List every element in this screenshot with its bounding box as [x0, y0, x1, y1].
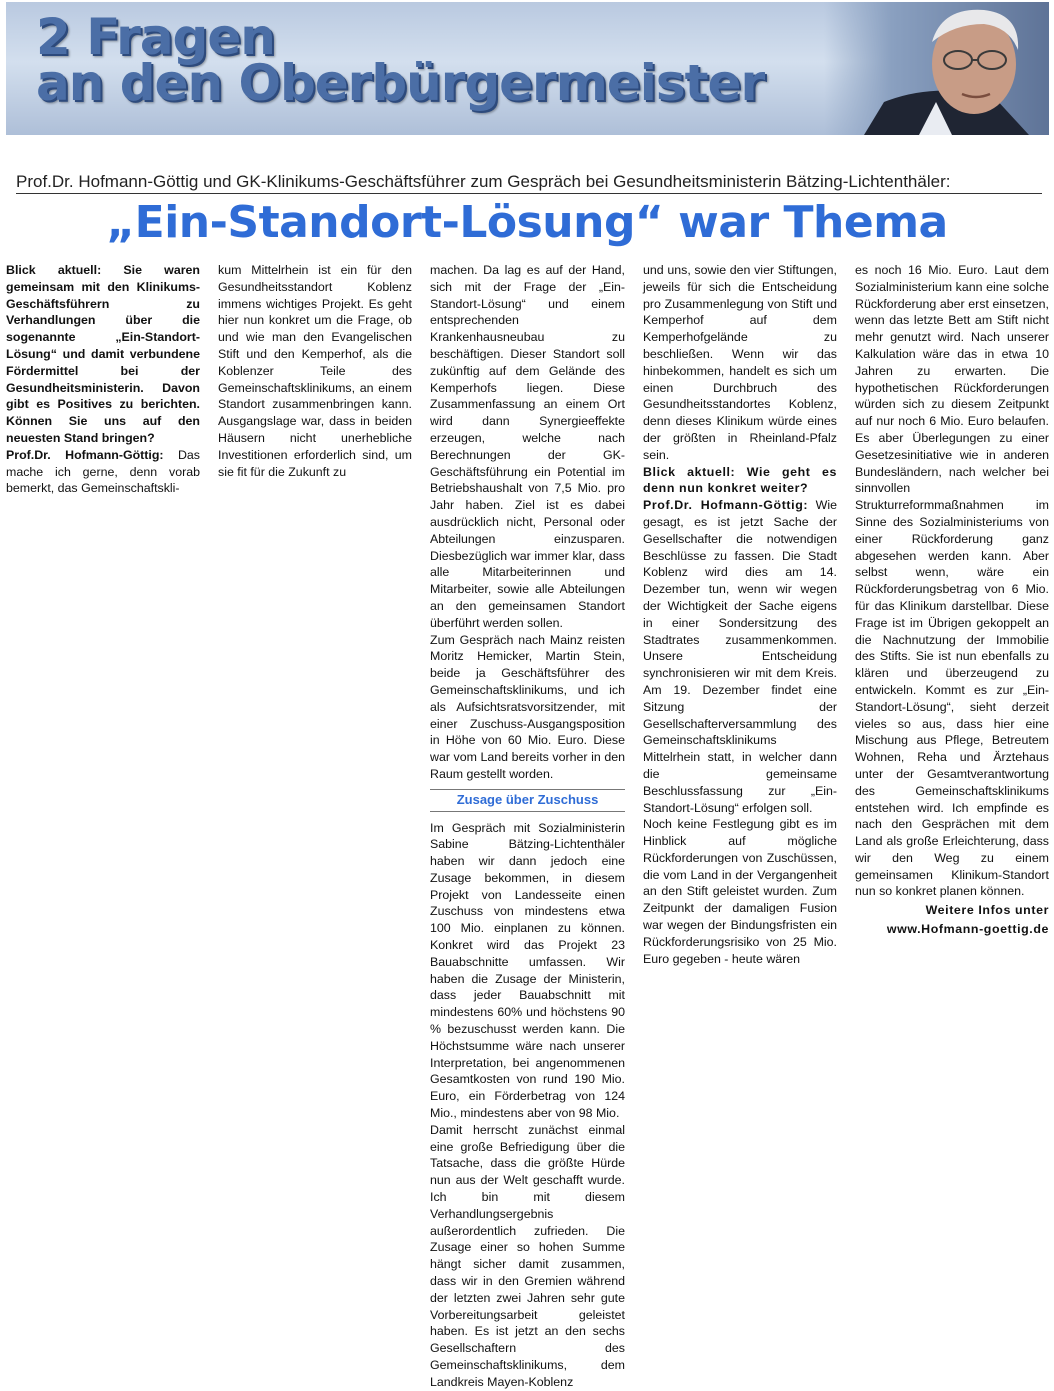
portrait-icon: [824, 2, 1049, 135]
answer1-text-b: kum Mittelrhein ist ein für den Gesundheitsstandort Koblenz immens wichtiges Projekt. Es geht hier nun konkret um die Frage, ob und wie man den Evangelischen Stift und den Kemperhof, als die Koblenzer Teile des Gemeinschaftsklinikums, an einem Standort zusammenbringen kann. Ausgangslage war, dass in beiden Häusern nicht unerhebliche Investitionen erforderlich sind, um sie fit für die Zukunft zu: [218, 263, 412, 479]
header-banner: [6, 2, 1049, 135]
headline: „Ein-Standort-Lösung“ war Thema: [106, 197, 948, 248]
answer1-text-g: und uns, sowie den vier Stiftungen, jeweils für sich die Entscheidung pro Zusammenlegung von Stift und Kemperhof auf dem Kemperhofgelände zu beschließen. Wenn wir das hinbekommen, handelt es sich um einen Durchbruch des Gesundheitsstandortes Koblenz, denn dieses Klinikum würde eines der größten in Rheinland-Pfalz sein.: [643, 263, 837, 462]
answer2-text-c: es noch 16 Mio. Euro. Laut dem Sozialministerium kann eine solche Rückforderung aber erst einsetzen, wenn das letzte Bett am Stift nicht mehr genutzt wird. Nach unserer Kalkulation wäre das in etwa 10 Jahren zu erwarten. Die hypothetischen Rückforderungen würden sich zu diesem Zeitpunkt auf nur noch 6 Mio. Euro belaufen. Es aber Überlegungen zu einer Gesetzesinitiative wie in anderen Bundesländern, nach welcher bei sinnvollen Strukturreformmaßnahmen im Sinne des Sozialministeriums von einer Rückforderung ganz abgesehen werden kann. Aber selbst wenn, wäre ein Rückforderungsbetrag von 6 Mio. für das Klinikum darstellbar. Diese Frage ist im Übrigen gekoppelt an die Nachnutzung der Immobilie des Stifts. Sie ist nun ebenfalls zu klären und überzeugend zu entwickeln. Kommt es zur „Ein-Standort-Lösung“, sieht derzeit vieles so aus, dass hier eine Mischung aus Pflege, Betreutem Wohnen, Reha und Ärztehaus unter der Gesamtverantwortung des Gemeinschaftsklinikums entstehen wird. Ich empfinde es nach den Gesprächen mit dem Land als große Erleichterung, dass wir den Weg zu einem gemeinsamen Klinikum-Standort nun so konkret planen können.: [855, 263, 1049, 899]
subhead: Zusage über Zuschuss: [430, 789, 625, 812]
answer1-text-a: Das mache ich gerne, denn vorab bemerkt, das Gemeinschaftskli-: [6, 447, 200, 496]
question2: Blick aktuell: Wie geht es denn nun konkret weiter?: [643, 464, 837, 496]
answer2-text-b: Noch keine Festlegung gibt es im Hinblick auf mögliche Rückforderungen von Zuschüssen, die vom Land in der Vergangenheit an den Stift geleistet wurden. Zum Zeitpunkt der damaligen Fusion war wegen der Bindungsfristen ein Rückforderungsrisiko von 25 Mio. Euro gegeben - heute wären: [643, 817, 837, 966]
answer2-text-a: Wie gesagt, es ist jetzt Sache der Gesellschafter die notwendigen Beschlüsse zu fassen. Die Stadt Koblenz wird dies am 14. Dezember tun, wenn wir wegen der Wichtigkeit der Sache eigens in einer Sondersitzung des Stadtrates zusammenkommen. Unsere Entscheidung synchronisieren wir mit dem Kreis. Am 19. Dezember findet eine Sitzung der Gesellschafterversammlung des Gemeinschaftsklinikums Mittelrhein statt, in welcher dann die gemeinsame Beschlussfassung zur „Ein-Standort-Lösung“ erfolgen soll.: [643, 498, 837, 815]
answer1-text-c: machen. Da lag es auf der Hand, sich mit der Frage der „Ein-Standort-Lösung“ und einem entsprechenden Krankenhausneubau zu beschäftigen. Dieser Standort soll zukünftig auf dem Gelände des Kemperhofs liegen. Diese Zusammenfassung an einem Ort wird dann Synergieeffekte erzeugen, welche nach Berechnungen der GK-Geschäftsführung ein Potential im Betriebshaushalt von 7,5 Mio. pro Jahr haben. Ziel ist es dabei ausdrücklich nicht, Personal oder Abteilungen einzusparen. Diesbezüglich war immer klar, dass alle Mitarbeiterinnen und Mitarbeiter, sowie alle Abteilungen an den gemeinsamen Standort überführt werden sollen.: [430, 263, 625, 630]
article-column-3: [430, 262, 625, 1391]
intro-question: Blick aktuell: Sie waren gemeinsam mit den Klinikums-Geschäftsführern zu Verhandlungen über die sogenannte „Ein-Standort-Lösung“ und damit verbundene Fördermittel bei der Gesundheitsministerin. Davon gibt es Positives zu berichten. Können Sie uns auf den neuesten Stand bringen?: [6, 263, 200, 445]
article-column-1: [6, 262, 200, 497]
answer1-text-f: Damit herrscht zunächst einmal eine große Befriedigung über die Tatsache, dass die größte Hürde nun aus der Welt geschafft wurde. Ich bin mit diesem Verhandlungsergebnis außerordentlich zufrieden. Die Zusage einer so hohen Summe hängt sicher damit zusammen, dass wir in den Gremien während der letzten zwei Jahren sehr gute Vorbereitungsarbeit geleistet haben. Es ist jetzt an den sechs Gesellschaftern des Gemeinschaftsklinikums, dem Landkreis Mayen-Koblenz: [430, 1122, 625, 1389]
article-column-2: [218, 262, 412, 480]
banner-title-line1: 2 Fragen: [36, 8, 275, 66]
portrait-photo: [824, 2, 1049, 135]
more-info-link[interactable]: www.Hofmann-goettig.de: [886, 922, 1049, 937]
article-column-4: [643, 262, 837, 967]
answer1-text-e: Im Gespräch mit Sozialministerin Sabine Bätzing-Lichtenthäler haben wir dann jedoch eine Zusage bekommen, in diesem Projekt von Landesseite einen Zuschuss von mindestens etwa 100 Mio. einplanen zu können. Konkret wird das Projekt 23 Bauabschnitte umfassen. Wir haben die Zusage der Ministerin, dass jeder Bauabschnitt mit mindestens 60% und höchstens 90 % bezuschusst werden kann. Die Höchstsumme wäre nach unserer Interpretation, bei angenommenen Gesamtkosten von rund 190 Mio. Euro, ein Förderbetrag von 124 Mio., mindestens aber von 98 Mio.: [430, 820, 625, 1121]
more-info-label: Weitere Infos unter: [925, 903, 1049, 918]
answer2-speaker: Prof.Dr. Hofmann-Göttig:: [643, 498, 809, 513]
answer1-speaker: Prof.Dr. Hofmann-Göttig:: [6, 447, 164, 462]
banner-title-line2: an den Oberbürgermeister: [36, 54, 765, 112]
kicker-line: Prof.Dr. Hofmann-Göttig und GK-Klinikums-Geschäftsführer zum Gespräch bei Gesundheitsministerin Bätzing-Lichtenthäler:: [16, 172, 1042, 194]
article-column-5: [855, 262, 1049, 938]
answer1-text-d: Zum Gespräch nach Mainz reisten Moritz Hemicker, Martin Stein, beide ja Geschäftsführer des Gemeinschaftsklinikums, und ich als Aufsichtsratsvorsitzender, mit einer Zuschuss-Ausgangsposition in Höhe von 60 Mio. Euro. Diese war vom Land bereits vorher in den Raum gestellt worden.: [430, 632, 625, 781]
